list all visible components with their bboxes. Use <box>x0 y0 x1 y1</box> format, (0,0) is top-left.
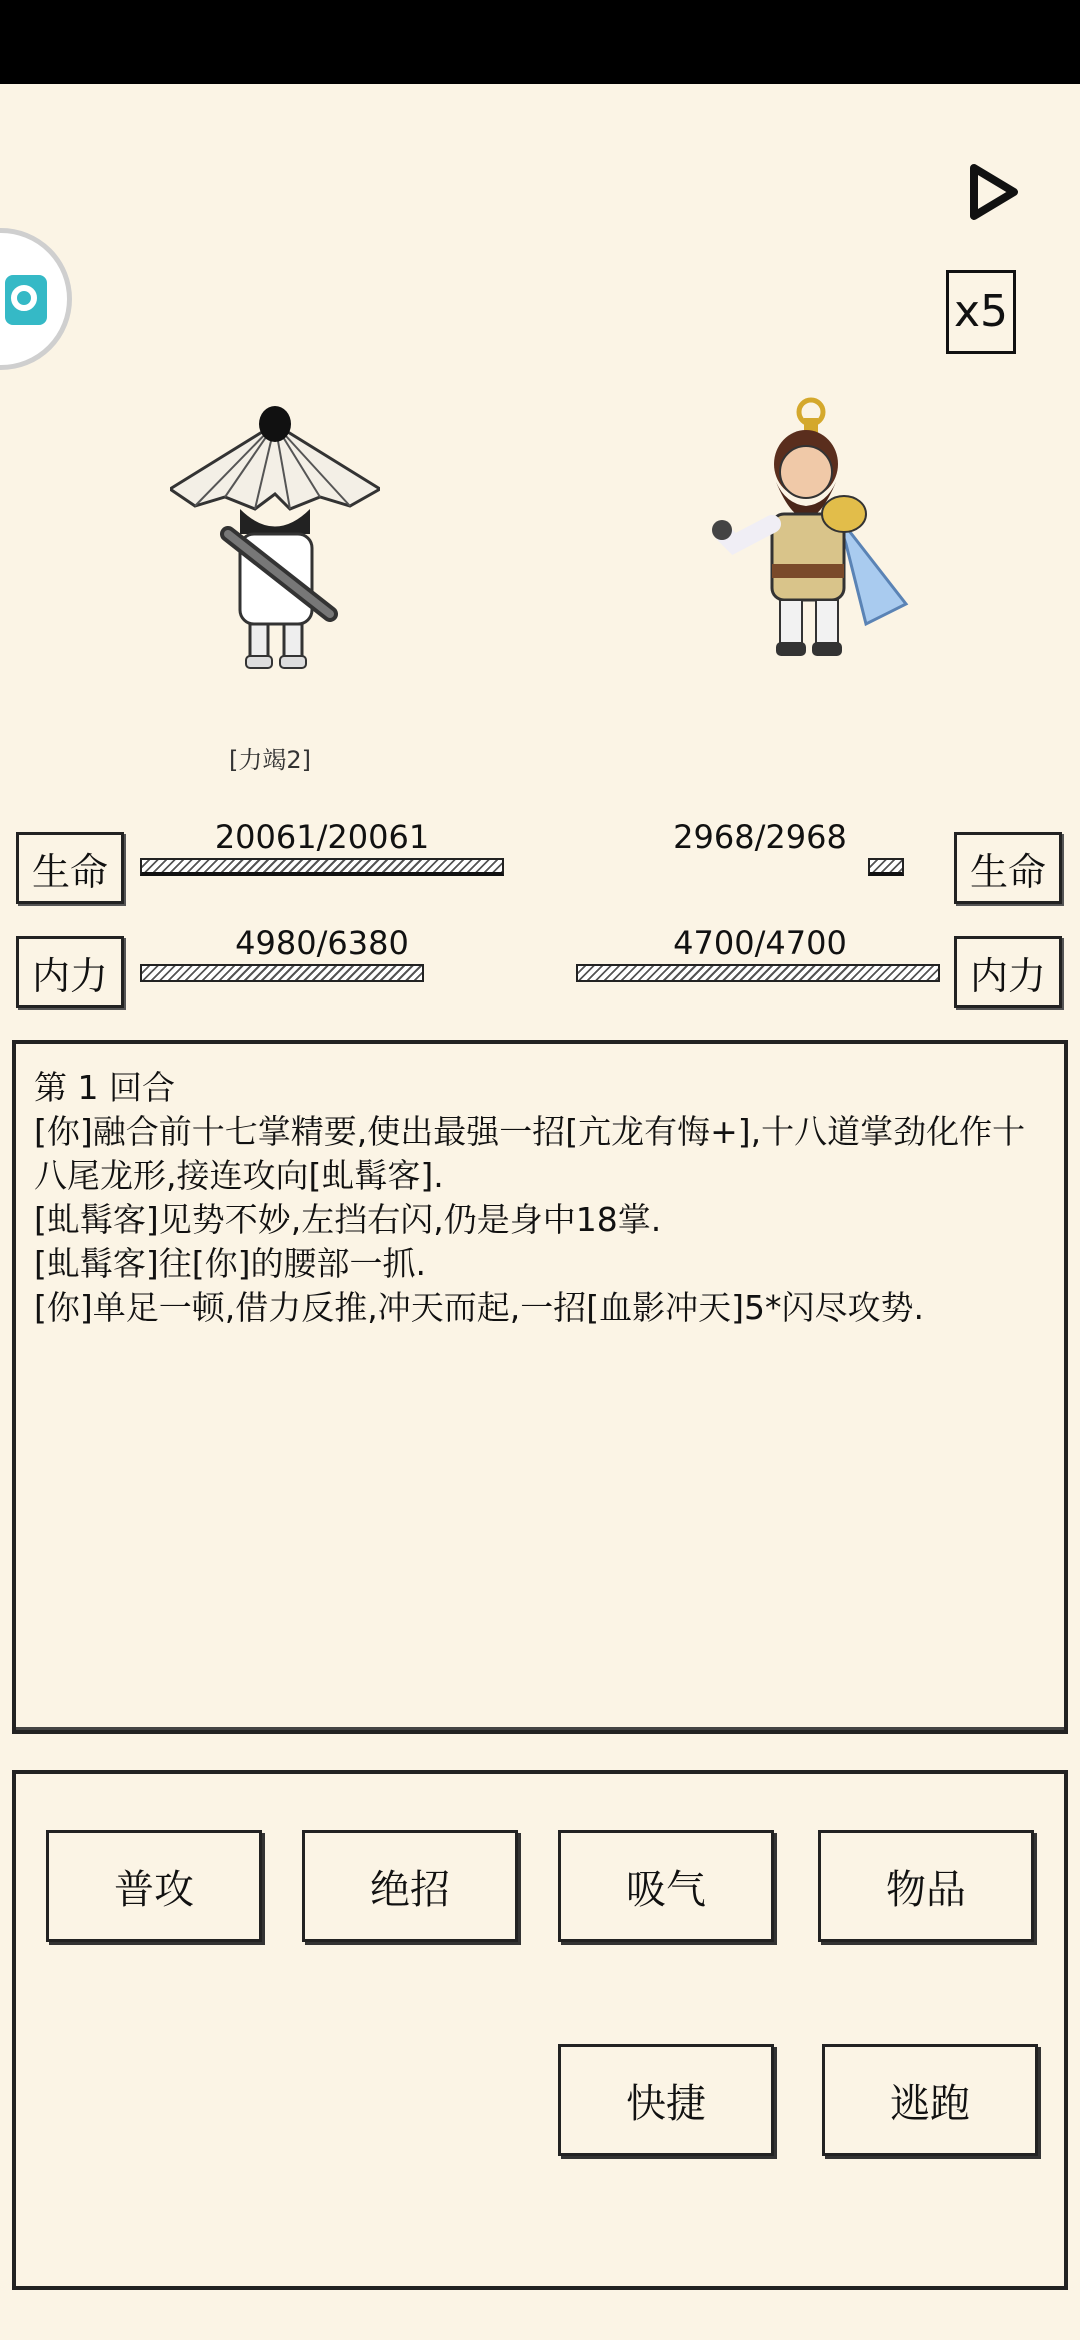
flee-button[interactable]: 逃跑 <box>822 2044 1038 2156</box>
enemy-hp-bar <box>868 858 904 876</box>
player-hp-value: 20061/20061 <box>214 818 430 856</box>
log-line: [你]融合前十七掌精要,使出最强一招[亢龙有悔+],十八道掌劲化作十八尾龙形,接连攻向[虬髯客]. <box>34 1112 1026 1195</box>
enemy-mp-bar <box>576 964 940 982</box>
player-character <box>170 394 380 674</box>
play-icon[interactable] <box>964 160 1024 224</box>
enemy-hp-label: 生命 <box>954 832 1062 904</box>
shortcut-button[interactable]: 快捷 <box>558 2044 774 2156</box>
player-hp-label: 生命 <box>16 832 124 904</box>
enemy-mp-label: 内力 <box>954 936 1062 1008</box>
log-line: [虬髯客]见势不妙,左挡右闪,仍是身中18掌. <box>34 1200 662 1239</box>
special-move-button[interactable]: 绝招 <box>302 1830 518 1942</box>
player-hp-bar <box>140 858 504 876</box>
enemy-mp-value: 4700/4700 <box>673 924 847 962</box>
log-line: [你]单足一顿,借力反推,冲天而起,一招[血影冲天]5*闪尽攻势. <box>34 1288 924 1327</box>
enemy-hp-value: 2968/2968 <box>673 818 847 856</box>
player-mp-label: 内力 <box>16 936 124 1008</box>
player-mp-value: 4980/6380 <box>235 924 409 962</box>
enemy-character <box>706 394 916 674</box>
breathe-button[interactable]: 吸气 <box>558 1830 774 1942</box>
battle-log[interactable] <box>12 1040 1068 1734</box>
items-button[interactable]: 物品 <box>818 1830 1034 1942</box>
log-line: [虬髯客]往[你]的腰部一抓. <box>34 1244 426 1283</box>
side-badge-icon[interactable] <box>0 228 72 370</box>
status-bar <box>0 0 1080 84</box>
player-status-effect: [力竭2] <box>229 746 311 774</box>
log-line: 第 1 回合 <box>34 1068 175 1107</box>
player-mp-bar <box>140 964 424 982</box>
speed-button[interactable]: x5 <box>946 270 1016 354</box>
normal-attack-button[interactable]: 普攻 <box>46 1830 262 1942</box>
